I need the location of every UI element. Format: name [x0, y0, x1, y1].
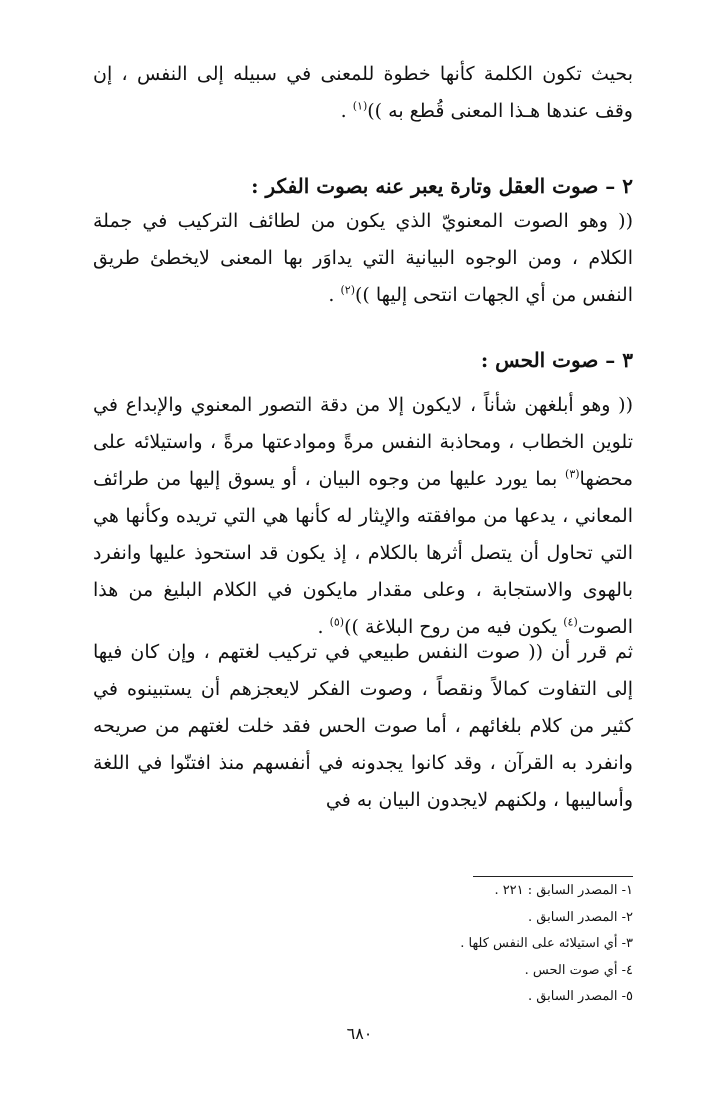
- paragraph-2-text: (( وهو الصوت المعنويّ الذي يكون من لطائف التركيب في جملة الكلام ، ومن الوجوه البيانية التي يداوَر بها المعنى لايخطئ طريق النفس من أي الجهات انتحى إليها )): [93, 210, 633, 306]
- paragraph-3-part-a: (( وهو أبلغهن شأناً ، لايكون إلا من دقة التصور المعنوي والإبداع في تلوين الخطاب ، ومحاذبة النفس مرةً وموادعتها مرةً ، واستيلائه على محضها: [93, 394, 633, 490]
- page-number: ٦٨٠: [346, 1024, 373, 1043]
- paragraph-1-text: بحيث تكون الكلمة كأنها خطوة للمعنى في سبيله إلى النفس ، إن وقف عندها هـذا المعنى قُطع به )): [93, 63, 633, 122]
- paragraph-3-tail: .: [317, 616, 330, 638]
- footnote-ref-1: (١): [352, 99, 368, 113]
- footnote-3: ٣- أي استيلائه على النفس كلها .: [460, 936, 633, 951]
- footnote-divider: [473, 876, 633, 877]
- paragraph-3-part-b: بما يورد عليها من وجوه البيان ، أو يسوق إليها من طرائف المعاني ، يدعها من موافقته والإيثار له كأنها هي التي تريده وكأنها هي التي تحاول أن يتصل أثرها بالكلام ، إذ يكون قد استحوذ عليها وانفرد بالهوى والاستجابة ، وعلى مقدار مايكون في الكلام البليغ من هذا الصوت: [93, 468, 633, 638]
- footnote-1: ١- المصدر السابق : ٢٢١ .: [494, 883, 633, 898]
- paragraph-3: [93, 387, 633, 646]
- heading-sense-voice: ٣ – صوت الحس :: [480, 348, 633, 372]
- footnote-ref-2: (٢): [340, 283, 355, 297]
- footnote-ref-5: (٥): [329, 615, 345, 629]
- footnote-list: [93, 878, 633, 1011]
- paragraph-2-tail: .: [328, 284, 341, 306]
- paragraph-1: [93, 56, 633, 130]
- footnote-2: ٢- المصدر السابق .: [528, 909, 633, 925]
- paragraph-4: ثم قرر أن (( صوت النفس طبيعي في تركيب لغتهم ، وإن كان فيها إلى التفاوت كمالاً ونقصاً ، وصوت الفكر لايعجزهم أن يستبينوه في كثير من كلام بلغائهم ، أما صوت الحس فقد خلت لغتهم من صريحه وانفرد به القرآن ، وقد كانوا يجدونه في أنفسهم منذ افتنّوا في اللغة وأساليبها ، ولكنهم لايجدون البيان به في: [93, 641, 633, 811]
- paragraph-3-part-c: يكون فيه من روح البلاغة )): [344, 616, 564, 638]
- footnote-ref-4: (٤): [563, 615, 578, 629]
- paragraph-2: [93, 203, 633, 314]
- paragraph-1-tail: .: [340, 100, 353, 122]
- footnote-ref-3: (٣): [565, 467, 580, 481]
- footnote-5: ٥- المصدر السابق .: [528, 989, 633, 1004]
- footnote-4: ٤- أي صوت الحس .: [524, 962, 633, 978]
- heading-intellect-voice: ٢ – صوت العقل وتارة يعبر عنه بصوت الفكر :: [251, 174, 633, 198]
